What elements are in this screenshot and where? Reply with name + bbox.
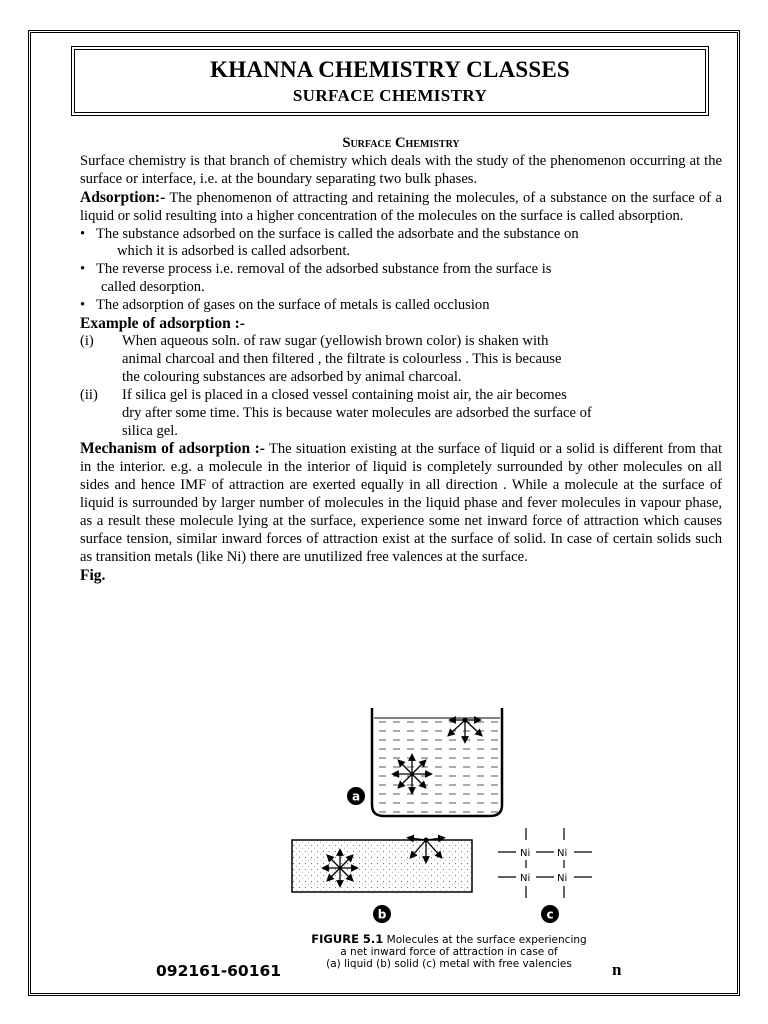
bullet-item (80, 297, 722, 315)
example-line: If silica gel is placed in a closed vessel containing moist air, the air becomes (122, 386, 567, 403)
figure-caption-label: FIGURE 5.1 (311, 932, 384, 946)
example-number: (i) (80, 332, 94, 349)
bullet-item (80, 226, 722, 262)
section-heading: Surface Chemistry (342, 135, 460, 151)
svg-text:a: a (351, 789, 361, 804)
figure-caption (284, 933, 614, 970)
svg-text:Ni: Ni (557, 873, 568, 884)
header-title: KHANNA CHEMISTRY CLASSES (210, 57, 570, 82)
svg-text:Ni: Ni (520, 848, 531, 859)
bullet-mark: • (80, 297, 86, 314)
bullet-line: The substance adsorbed on the surface is called the adsorbate and the substance on (96, 225, 579, 242)
bullet-line: called desorption. (101, 279, 205, 296)
mechanism-text: The situation existing at the surface of liquid or a solid is different from that in the interior. e.g. a molecule in the interior of liquid is completely surrounded by other molecules on all sides and hence IMF of attraction are exerted equally in all direction . While a molecule at the surface of liquid is surrounded by larger number of molecules in the liquid phase and fever molecules in vapour phase, as a result these molecule lying at the surface, experience some net inward force of attraction which causes surface tension, similar inward forces of attraction exist at the surface of solid. In case of certain solids such as transition metals (like Ni) there are unutilized free valences at the surface. (80, 441, 722, 565)
svg-text:Ni: Ni (557, 848, 568, 859)
document-body (80, 135, 722, 585)
adsorption-text: The phenomenon of attracting and retaining the molecules, of a substance on the surface of a liquid or solid resulting into a higher concentration of the molecules on the surface is called absorption. (80, 189, 722, 224)
bullet-mark: • (80, 261, 86, 278)
bullet-line: The reverse process i.e. removal of the adsorbed substance from the surface is (96, 261, 552, 278)
ni-lattice (498, 828, 592, 898)
figure-caption-line: (a) liquid (b) solid (c) metal with free valencies (326, 958, 572, 970)
example-line: the colouring substances are adsorbed by animal charcoal. (122, 368, 462, 385)
phone-number: 092161-60161 (156, 962, 282, 980)
beaker-liquid (372, 708, 502, 816)
svg-text:Ni: Ni (520, 873, 531, 884)
example-line: dry after some time. This is because water molecules are adsorbed the surface of (122, 404, 592, 421)
example-item (80, 333, 722, 387)
mechanism-label: Mechanism of adsorption :- (80, 440, 265, 458)
mechanism-paragraph (80, 440, 722, 566)
svg-text:c: c (546, 907, 554, 922)
label-a (347, 787, 365, 805)
label-c (541, 905, 559, 923)
bullet-line: which it is adsorbed is called adsorbent. (117, 243, 351, 260)
svg-text:b: b (377, 907, 387, 922)
label-b (373, 905, 391, 923)
header-box (71, 46, 709, 116)
adsorption-paragraph (80, 189, 722, 226)
example-item (80, 387, 722, 441)
bullet-line: The adsorption of gases on the surface of metals is called occlusion (96, 297, 490, 314)
solid-block (292, 838, 472, 893)
figure-caption-line: a net inward force of attraction in case of (340, 946, 558, 958)
example-line: silica gel. (122, 422, 178, 439)
figure-caption-line: Molecules at the surface experiencing (383, 934, 587, 946)
fig-label: Fig. (80, 566, 106, 584)
example-line: When aqueous soln. of raw sugar (yellowish brown color) is shaken with (122, 332, 549, 349)
footer-trailing-text: n (612, 960, 622, 979)
intro-paragraph: Surface chemistry is that branch of chemistry which deals with the study of the phenomenon occurring at the surface or interface, i.e. at the boundary separating two bulk phases. (80, 152, 722, 187)
examples-heading: Example of adsorption :- (80, 315, 245, 333)
example-line: animal charcoal and then filtered , the filtrate is colourless . This is because (122, 350, 562, 367)
bullet-item (80, 261, 722, 297)
header-subtitle: SURFACE CHEMISTRY (292, 86, 488, 105)
adsorption-label: Adsorption:- (80, 188, 166, 206)
example-number: (ii) (80, 386, 98, 403)
bullet-mark: • (80, 225, 86, 242)
